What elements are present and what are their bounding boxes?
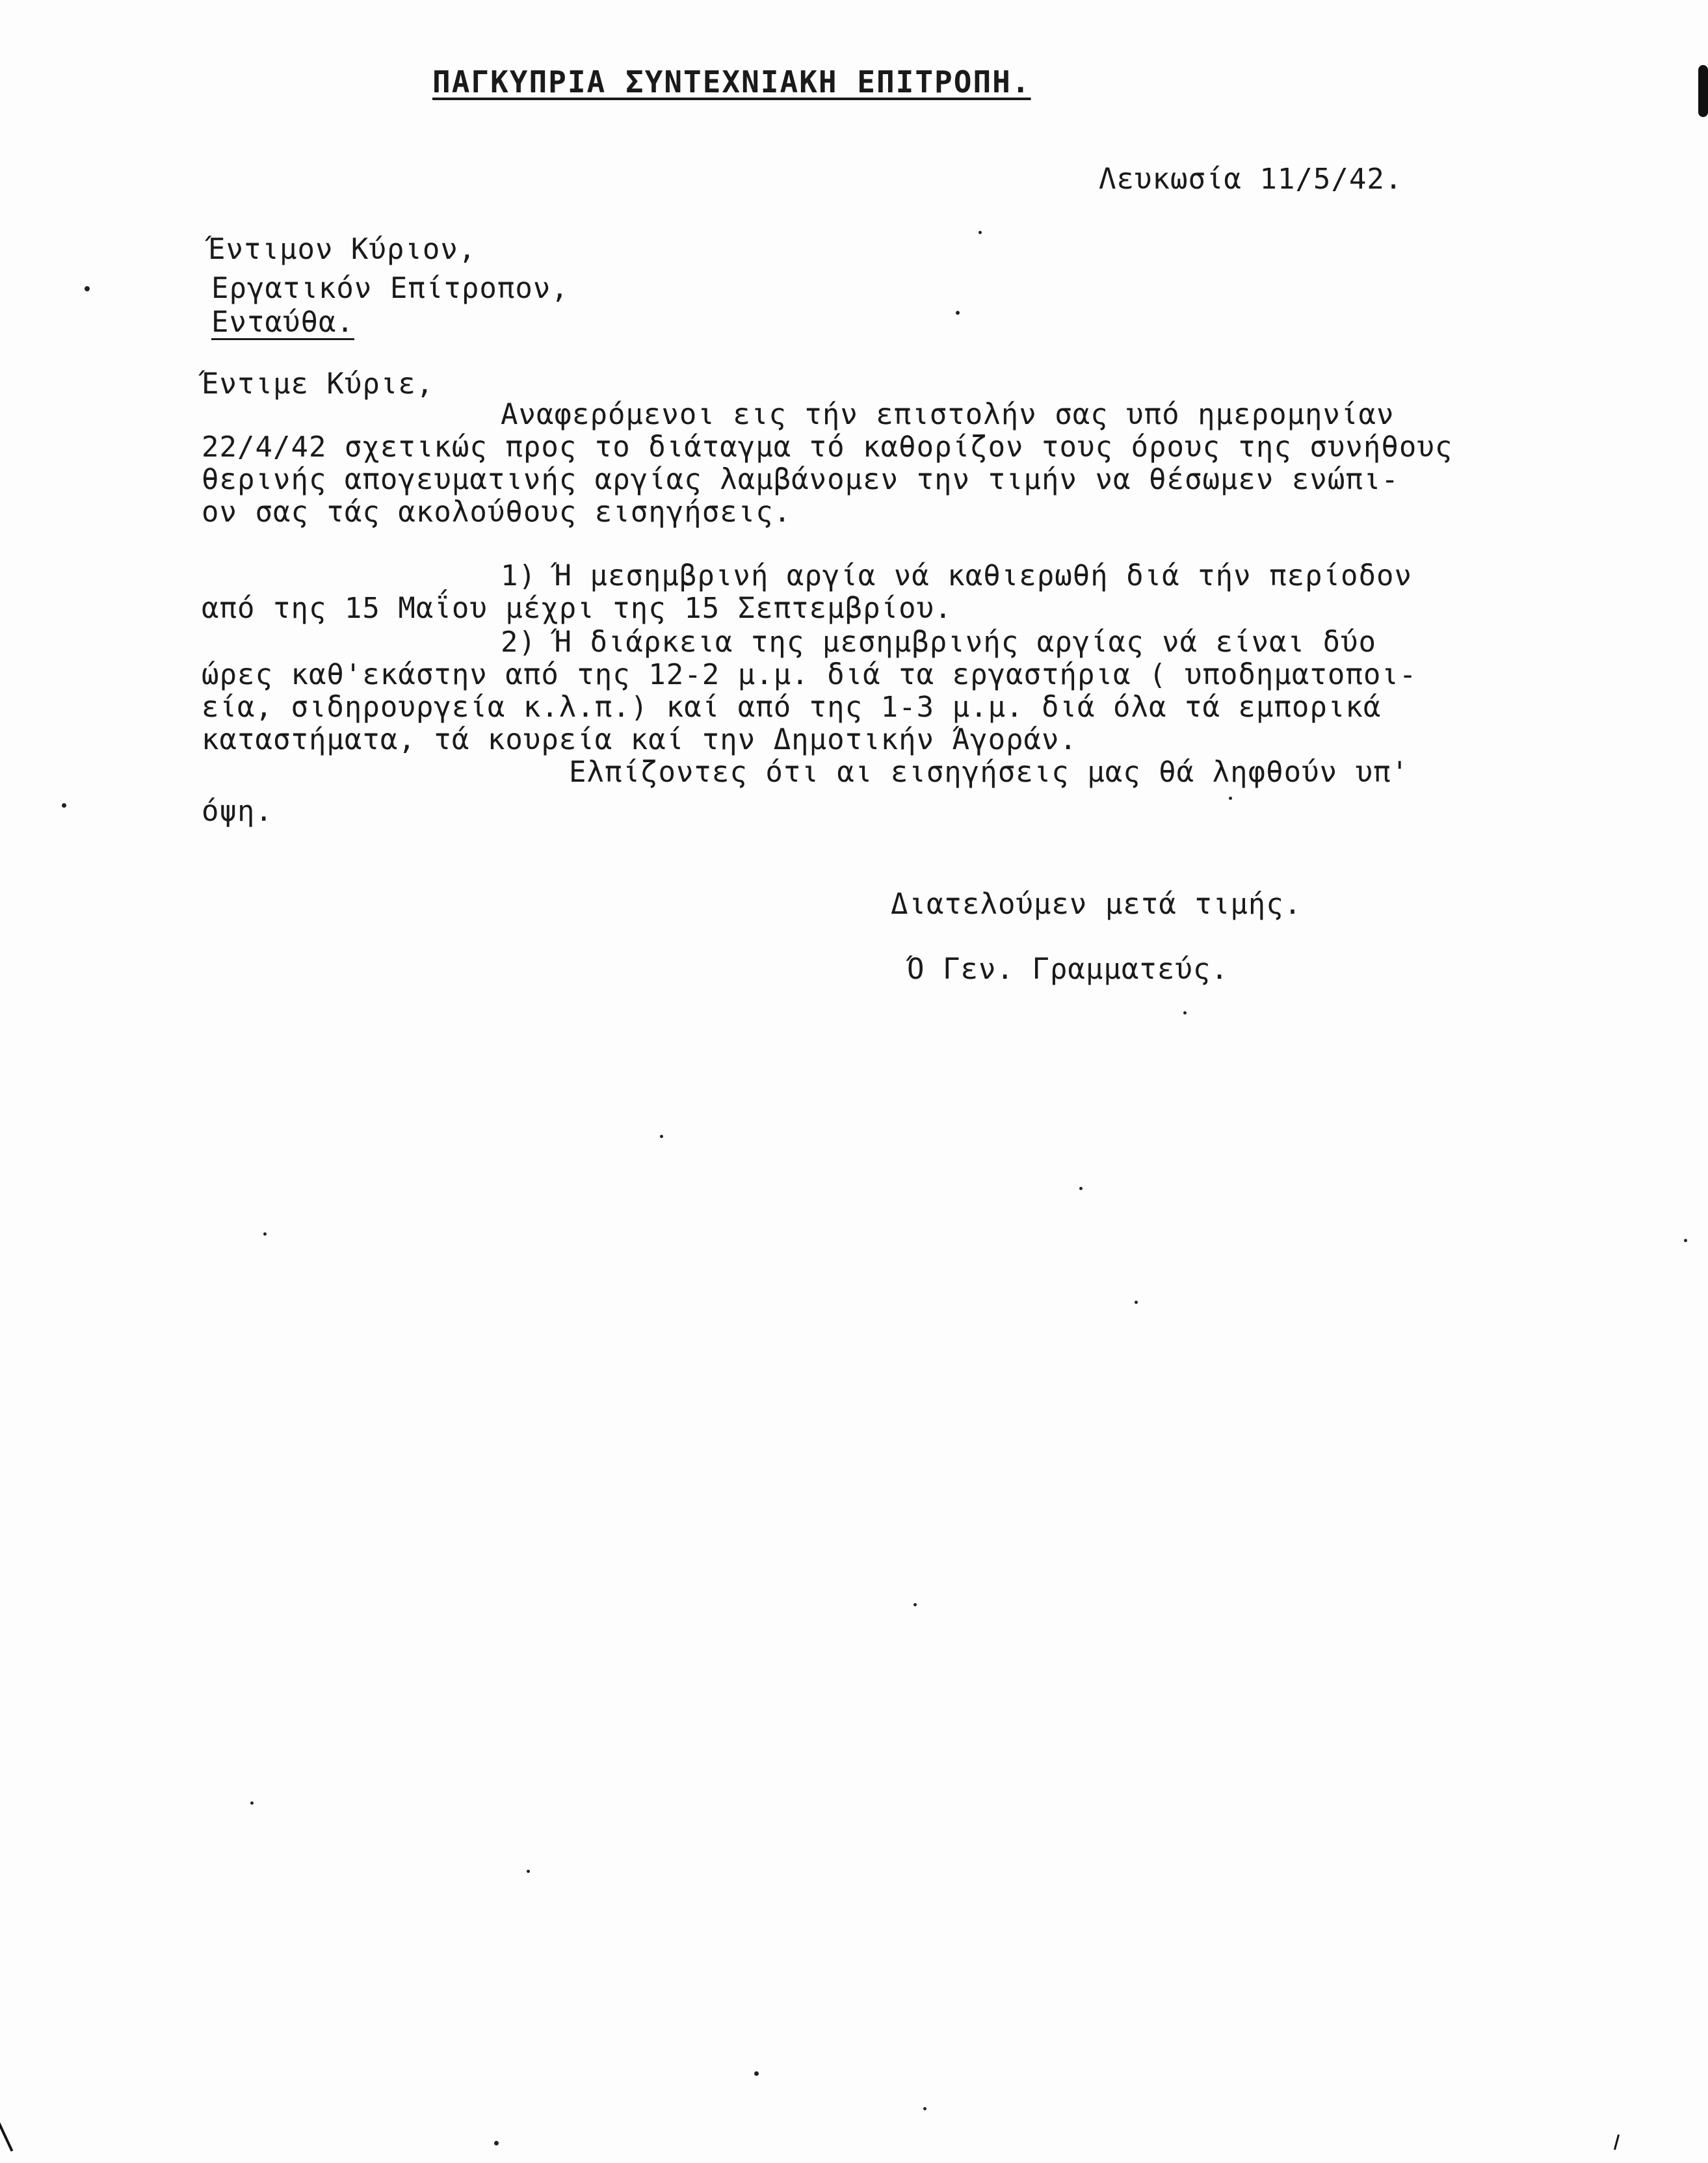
recipient-line: Ενταύθα. (211, 306, 354, 339)
scan-speck (1079, 1187, 1083, 1190)
sign-off: Διατελούμεν μετά τιμής. (891, 888, 1302, 921)
scan-speck (85, 286, 90, 291)
signatory: Ό Γεν. Γραμματεύς. (907, 953, 1229, 986)
scan-corner-mark (1614, 2134, 1620, 2150)
body-line: ον σας τάς ακολούθους εισηγήσεις. (202, 496, 792, 529)
scan-speck (1183, 1011, 1187, 1015)
scan-speck (527, 1870, 530, 1873)
point-two-line: ώρες καθ'εκάστην από της 12-2 μ.μ. διά τα εργαστήρια ( υποδηματοποι- (202, 658, 1417, 691)
scan-speck (913, 1603, 917, 1606)
recipient-line: Εργατικόν Επίτροπον, (211, 272, 569, 305)
scan-speck (754, 2071, 759, 2076)
place-date: Λευκωσία 11/5/42. (1099, 163, 1403, 196)
point-two-line: καταστήματα, τά κουρεία καί την Δημοτικήν Άγοράν. (202, 723, 1078, 756)
scan-speck (62, 803, 66, 808)
scan-speck (1135, 1301, 1138, 1304)
point-two-line: 2) Ή διάρκεια της μεσημβρινής αργίας νά είναι δύο (501, 626, 1377, 659)
body-line: Αναφερόμενοι εις τήν επιστολήν σας υπό ημερομηνίαν (501, 398, 1395, 431)
letter-heading: ΠΑΓΚΥΠΡΙΑ ΣΥΝΤΕΧΝΙΑΚΗ ΕΠΙΤΡΟΠΗ. (432, 64, 1031, 100)
point-one-line: από της 15 Μαΐου μέχρι της 15 Σεπτεμβρίου. (202, 592, 953, 625)
scan-speck (660, 1135, 663, 1138)
recipient-line: Έντιμον Κύριον, (208, 233, 477, 266)
closing-line: Ελπίζοντες ότι αι εισηγήσεις μας θά ληφθούν υπ' (569, 756, 1410, 789)
body-line: θερινής απογευματινής αργίας λαμβάνομεν την τιμήν να θέσωμεν ενώπι- (202, 463, 1399, 496)
scan-speck (250, 1801, 254, 1805)
scan-speck (494, 2141, 499, 2145)
point-two-line: εία, σιδηρουργεία κ.λ.π.) καί από της 1-3 μ.μ. διά όλα τά εμπορικά (202, 691, 1382, 724)
scan-speck (979, 231, 982, 234)
body-line: 22/4/42 σχετικώς προς το διάταγμα τό καθορίζον τους όρους της συνήθους (202, 431, 1453, 464)
scan-speck (923, 2107, 926, 2110)
scan-speck (956, 311, 960, 315)
closing-line: όψη. (202, 795, 273, 828)
point-one-line: 1) Ή μεσημβρινή αργία νά καθιερωθή διά τήν περίοδον (501, 559, 1413, 592)
scan-speck (263, 1232, 267, 1236)
salutation: Έντιμε Κύριε, (202, 367, 434, 401)
scan-speck (1684, 1239, 1687, 1242)
scan-edge-mark (1698, 65, 1708, 117)
scan-speck (1229, 797, 1232, 800)
scan-corner-mark (0, 2121, 13, 2151)
